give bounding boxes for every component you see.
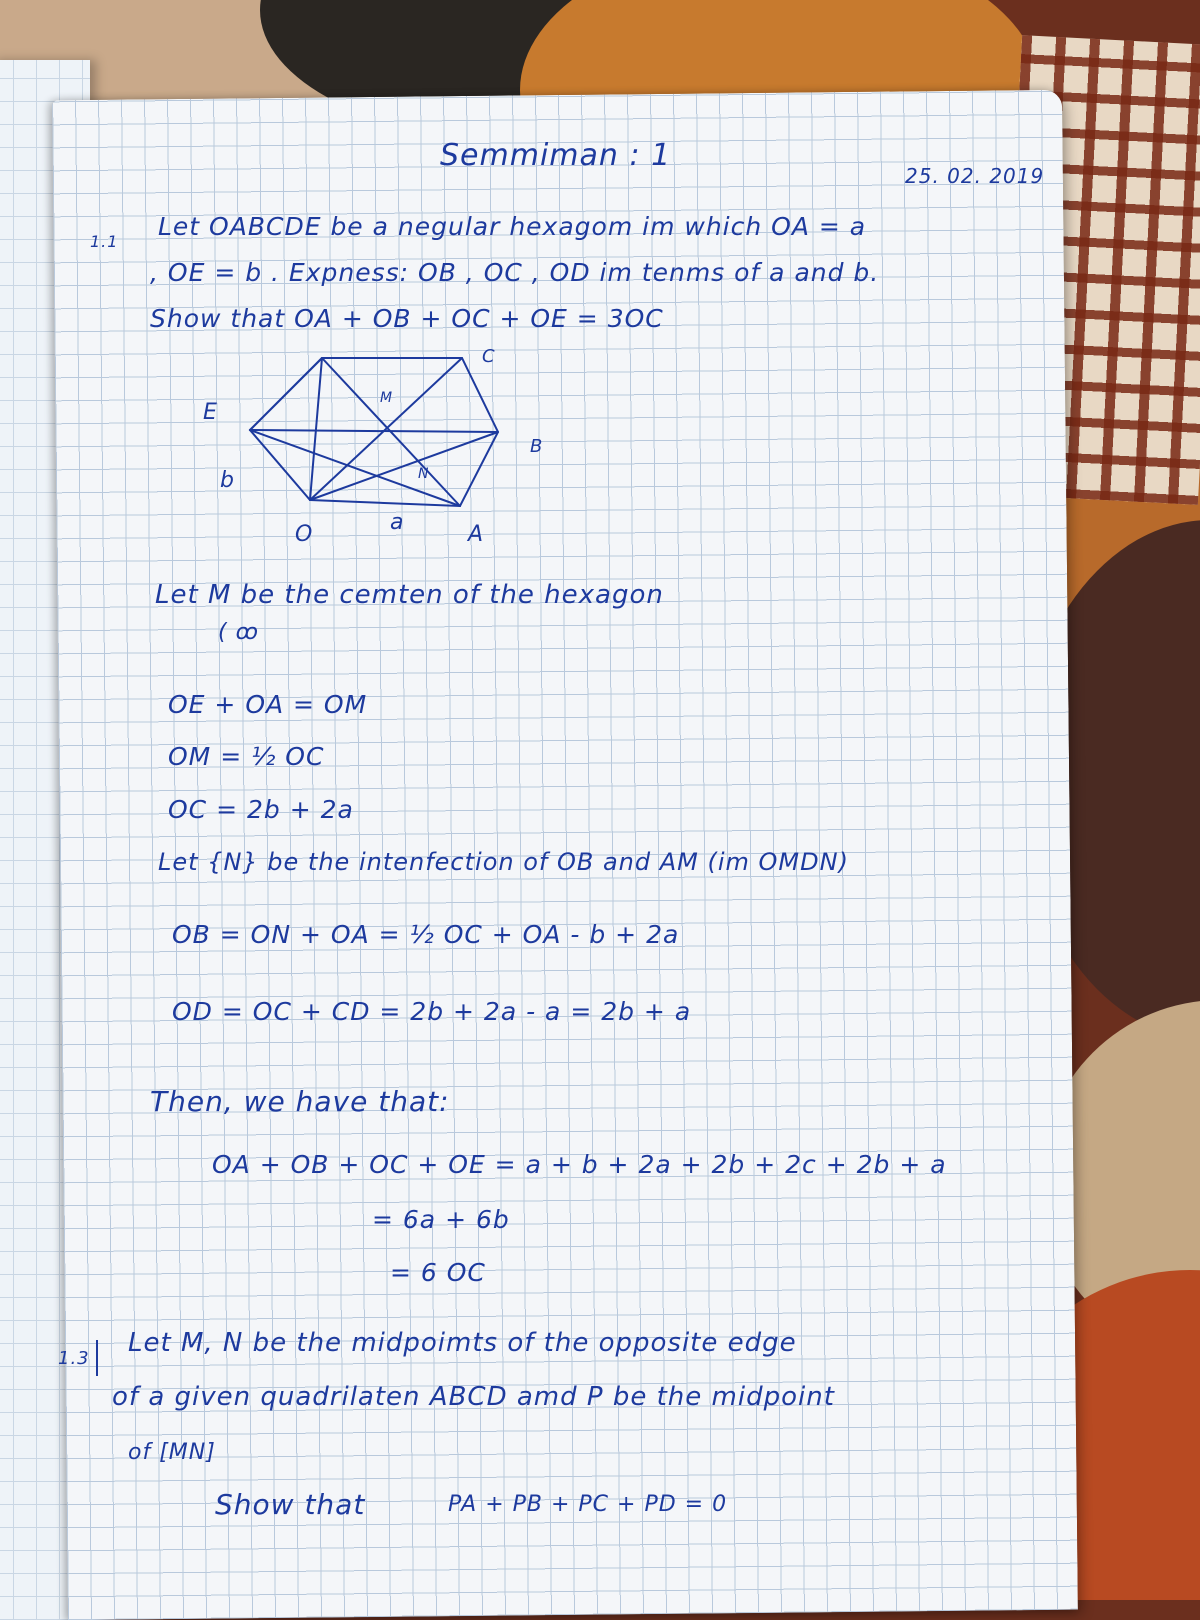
page-date: 25. 02. 2019 <box>905 164 1045 188</box>
equation: OC = 2b + 2a <box>168 795 354 824</box>
equation: OD = OC + CD = 2b + 2a - a = 2b + a <box>172 997 692 1026</box>
diagonal <box>310 432 498 500</box>
diagram-label-n: N <box>418 466 429 482</box>
equation: = 6 OC <box>390 1258 486 1287</box>
equation: OM = ½ OC <box>168 742 325 771</box>
diagram-label-vec-a: a <box>390 510 404 535</box>
crossed-out-note: ( ꝏ <box>218 620 259 645</box>
diagonal <box>250 358 322 430</box>
solution-line: Let {N} be the intenfection of OB and AM (im OMDN) <box>158 848 849 876</box>
problem-text-line: of [MN] <box>128 1440 216 1465</box>
diagram-label-a: A <box>468 522 484 547</box>
solution-line: Then, we have that: <box>150 1085 450 1118</box>
equation: OB = ON + OA = ½ OC + OA - b + 2a <box>172 920 680 949</box>
equation: OE + OA = OM <box>168 690 368 719</box>
problem-text-line: Show that OA + OB + OC + OE = 3OC <box>150 304 664 333</box>
diagonal <box>310 358 322 500</box>
problem-number: 1.3 <box>58 1348 90 1369</box>
problem-text-line: Let OABCDE be a negular hexagom im which OA = a <box>158 212 867 241</box>
equation: OA + OB + OC + OE = a + b + 2a + 2b + 2c + 2b + a <box>212 1150 947 1179</box>
problem-text-line: of a given quadrilaten ABCD amd P be the midpoint <box>112 1382 835 1412</box>
problem-number-bar <box>96 1340 98 1376</box>
problem-text-line: , OE = b . Expness: OB , OC , OD im tenms of a and b. <box>150 258 880 287</box>
diagonal <box>250 430 498 432</box>
problem-text-line: Let M, N be the midpoimts of the opposite edge <box>128 1328 797 1358</box>
equation: = 6a + 6b <box>372 1205 510 1234</box>
problem-text-line: Show that <box>215 1488 366 1521</box>
diagram-label-o: O <box>295 522 313 547</box>
diagram-label-e: E <box>203 400 217 425</box>
solution-line: Let M be the cemten of the hexagon <box>155 580 664 610</box>
page-title: Semmiman : 1 <box>440 138 672 173</box>
equation: PA + PB + PC + PD = 0 <box>448 1492 728 1517</box>
diagram-label-vec-b: b <box>220 468 234 493</box>
diagram-label-c: C <box>482 346 495 367</box>
diagram-label-b: B <box>530 436 543 457</box>
problem-number: 1.1 <box>90 232 119 251</box>
diagram-label-m: M <box>380 390 393 406</box>
